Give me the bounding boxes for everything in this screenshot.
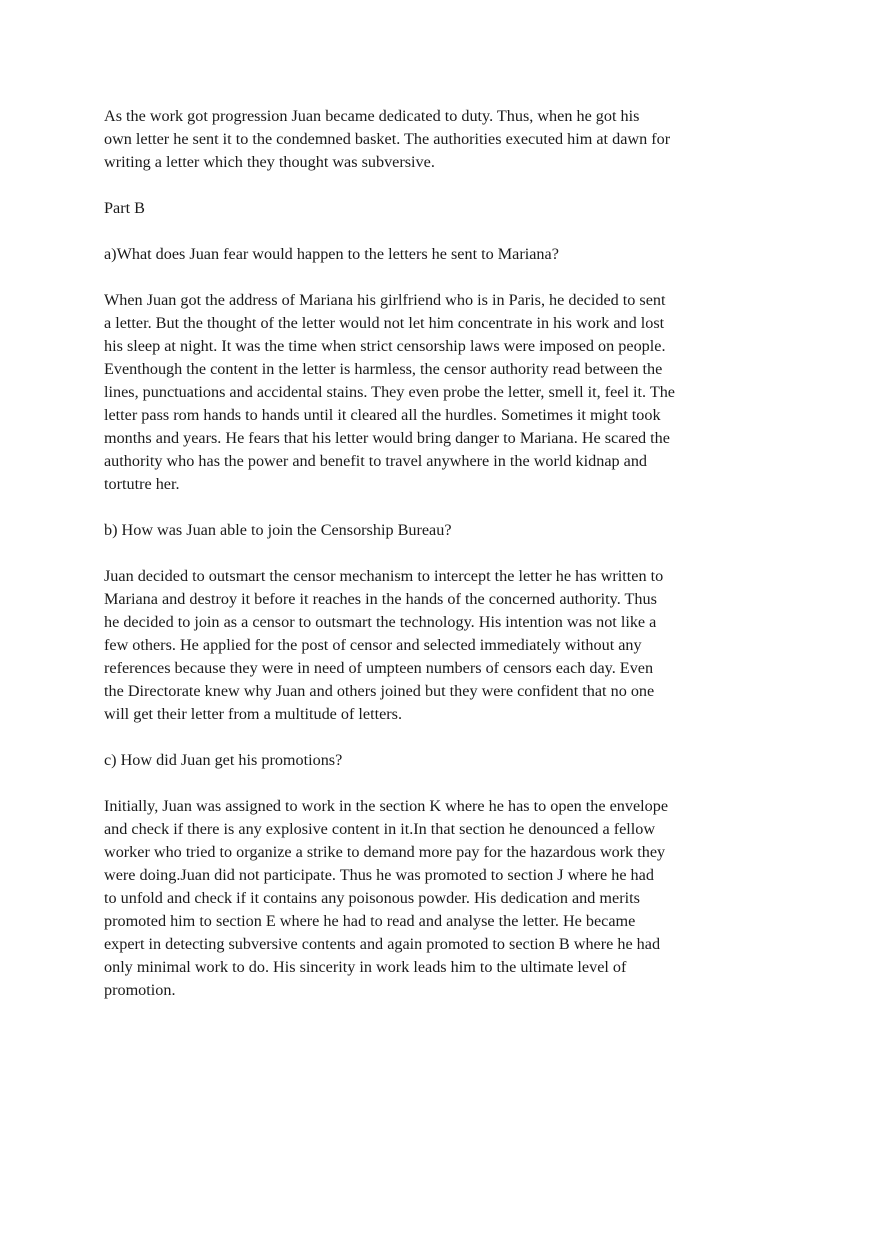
question-b: b) How was Juan able to join the Censorship Bureau? — [104, 521, 452, 539]
part-heading: Part B — [104, 199, 145, 217]
answer-c: Initially, Juan was assigned to work in the section K where he has to open the envelope and check if there is any explosive content in it.In that section he denounced a fellow worker who tried to organize a strike to demand more pay for the hazardous work they were doing.Juan did not participate. Thus he was promoted to section J where he had to unfold and check if it contains any poisonous powder. His dedication and merits promoted him to section E where he had to read and analyse the letter. He became expert in detecting subversive contents and again promoted to section B where he had only minimal work to do. His sincerity in work leads him to the ultimate level of promotion. — [104, 797, 669, 999]
question-c: c) How did Juan get his promotions? — [104, 751, 343, 769]
document-page — [104, 105, 716, 1025]
intro-paragraph: As the work got progression Juan became dedicated to duty. Thus, when he got his own letter he sent it to the condemned basket. The authorities executed him at dawn for writing a letter which they thought was subversive. — [104, 107, 671, 171]
question-a: a)What does Juan fear would happen to the letters he sent to Mariana? — [104, 245, 559, 263]
answer-b: Juan decided to outsmart the censor mechanism to intercept the letter he has written to Mariana and destroy it before it reaches in the hands of the concerned authority. Thus he decided to join as a censor to outsmart the technology. His intention was not like a few others. He applied for the post of censor and selected immediately without any references because they were in need of umpteen numbers of censors each day. Even the Directorate knew why Juan and others joined but they were confident that no one will get their letter from a multitude of letters. — [104, 567, 664, 723]
answer-a: When Juan got the address of Mariana his girlfriend who is in Paris, he decided to sent a letter. But the thought of the letter would not let him concentrate in his work and lost his sleep at night. It was the time when strict censorship laws were imposed on people. Eventhough the content in the letter is harmless, the censor authority read between the lines, punctuations and accidental stains. They even probe the letter, smell it, feel it. The letter pass rom hands to hands until it cleared all the hurdles. Sometimes it might took months and years. He fears that his letter would bring danger to Mariana. He scared the authority who has the power and benefit to travel anywhere in the world kidnap and tortutre her. — [104, 291, 675, 493]
